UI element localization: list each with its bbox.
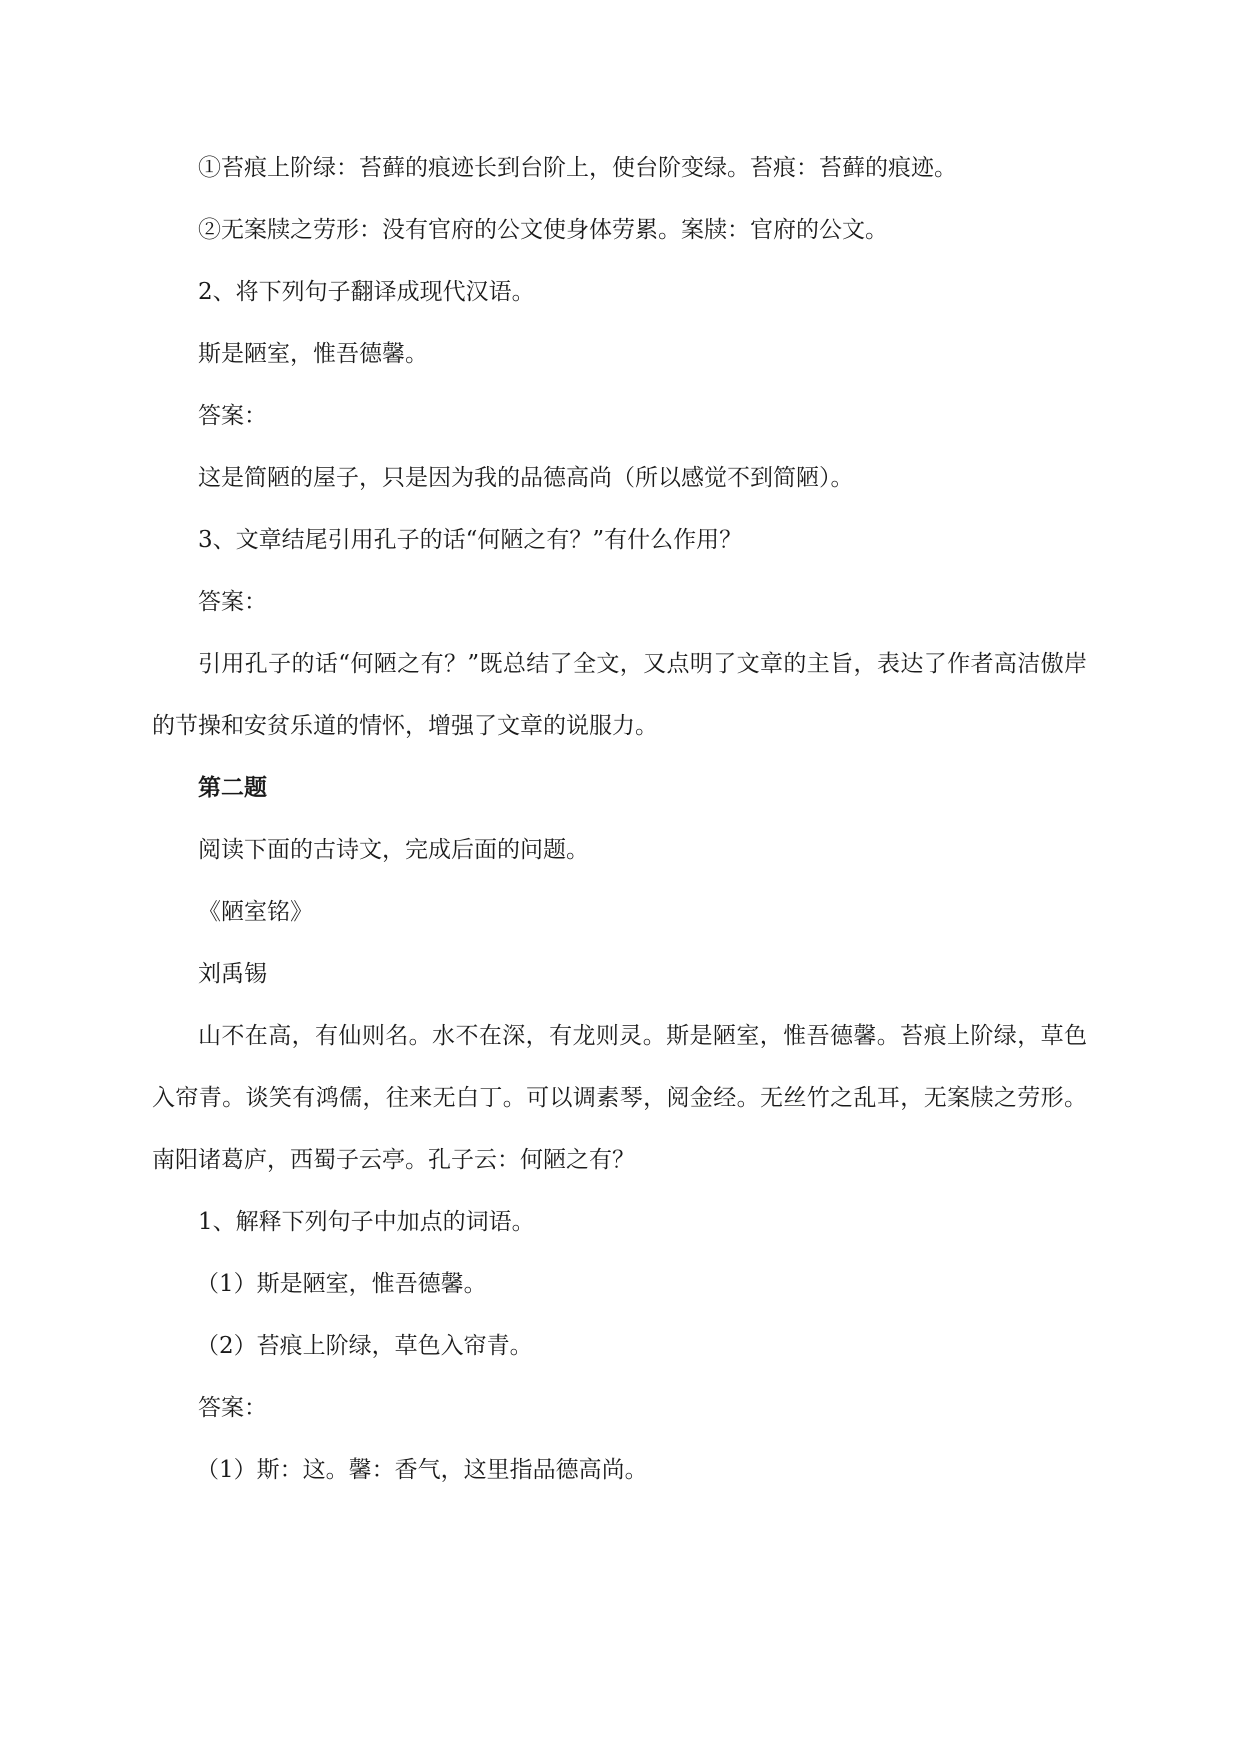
- section-heading: 第二题: [198, 775, 267, 801]
- question-1-item-1: （1）斯是陋室，惟吾德馨。: [196, 1271, 487, 1297]
- answer-item-1: （1）斯：这。馨：香气，这里指品德高尚。: [196, 1457, 648, 1483]
- instruction-text: 阅读下面的古诗文，完成后面的问题。: [198, 837, 589, 863]
- question-3: 3、文章结尾引用孔子的话“何陋之有？”有什么作用？: [198, 527, 743, 553]
- poem-text: 山不在高，有仙则名。水不在深，有龙则灵。斯是陋室，惟吾德馨。苔痕上阶绿，草色入帘青。谈笑有鸿儒，往来无白丁。可以调素琴，阅金经。无丝竹之乱耳，无案牍之劳形。南阳诸葛庐，西蜀子云亭。孔子云：何陋之有？: [152, 1023, 1087, 1173]
- question-1-item-2: （2）苔痕上阶绿，草色入帘青。: [196, 1333, 533, 1359]
- annotation-line-1: ①苔痕上阶绿：苔藓的痕迹长到台阶上，使台阶变绿。苔痕：苔藓的痕迹。: [198, 155, 957, 181]
- question-1: 1、解释下列句子中加点的词语。: [198, 1209, 535, 1235]
- answer-label: 答案：: [198, 1395, 267, 1421]
- answer-text: 引用孔子的话“何陋之有？”既总结了全文，又点明了文章的主旨，表达了作者高洁傲岸的节操和安贫乐道的情怀，增强了文章的说服力。: [152, 651, 1087, 739]
- question-2: 2、将下列句子翻译成现代汉语。: [198, 279, 535, 305]
- document-page: [152, 137, 1087, 1501]
- poem-author: 刘禹锡: [198, 961, 267, 987]
- annotation-line-2: ②无案牍之劳形：没有官府的公文使身体劳累。案牍：官府的公文。: [198, 217, 888, 243]
- poem-title: 《陋室铭》: [198, 899, 313, 925]
- answer-label: 答案：: [198, 589, 267, 615]
- answer-label: 答案：: [198, 403, 267, 429]
- question-2-sentence: 斯是陋室，惟吾德馨。: [198, 341, 428, 367]
- answer-text: 这是简陋的屋子，只是因为我的品德高尚（所以感觉不到简陋）。: [198, 465, 854, 491]
